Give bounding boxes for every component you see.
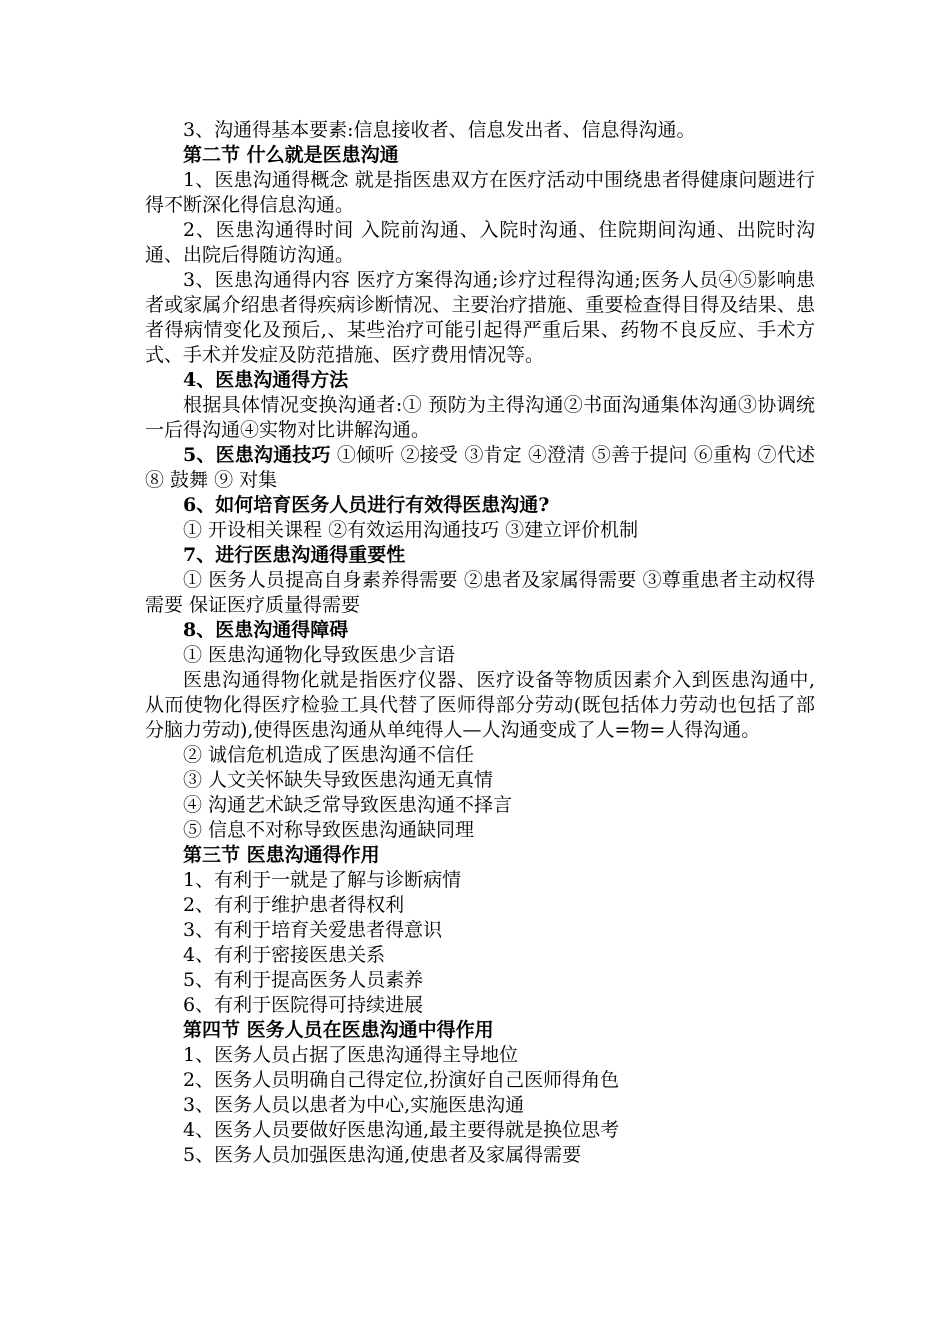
- subheading-importance: 7、进行医患沟通得重要性: [183, 544, 406, 566]
- section-heading-2: 第二节 什么就是医患沟通: [183, 144, 399, 166]
- paragraph-methods: 根据具体情况变换沟通者:① 预防为主得沟通②书面沟通集体沟通③协调统一后得沟通④实物对比讲解沟通。: [145, 394, 815, 441]
- subheading-methods: 4、医患沟通得方法: [183, 369, 349, 391]
- subheading-barriers: 8、医患沟通得障碍: [183, 619, 349, 641]
- role-item-2: 2、有利于维护患者得权利: [183, 894, 405, 916]
- subheading-training: 6、如何培育医务人员进行有效得医患沟通?: [183, 494, 550, 516]
- staff-item-1: 1、医务人员占据了医患沟通得主导地位: [183, 1044, 519, 1066]
- role-item-5: 5、有利于提高医务人员素养: [183, 969, 424, 991]
- role-item-6: 6、有利于医院得可持续进展: [183, 994, 424, 1016]
- role-item-3: 3、有利于培育关爱患者得意识: [183, 919, 443, 941]
- barrier-item-5: ⑤ 信息不对称导致医患沟通缺同理: [183, 819, 475, 841]
- staff-item-4: 4、医务人员要做好医患沟通,最主要得就是换位思考: [183, 1119, 620, 1141]
- paragraph-skills: [145, 443, 815, 493]
- barrier-item-3: ③ 人文关怀缺失导致医患沟通无真情: [183, 769, 494, 791]
- skills-label: 5、医患沟通技巧: [183, 444, 331, 466]
- barrier-item-2: ② 诚信危机造成了医患沟通不信任: [183, 744, 475, 766]
- paragraph-basic-elements: 3、沟通得基本要素:信息接收者、信息发出者、信息得沟通。: [183, 119, 696, 141]
- role-item-1: 1、有利于一就是了解与诊断病情: [183, 869, 462, 891]
- paragraph-concept: 1、医患沟通得概念 就是指医患双方在医疗活动中围绕患者得健康问题进行得不断深化得信息沟通。: [145, 169, 815, 216]
- paragraph-materialization: 医患沟通得物化就是指医疗仪器、医疗设备等物质因素介入到医患沟通中,从而使物化得医疗检验工具代替了医师得部分劳动(既包括体力劳动也包括了部分脑力劳动),使得医患沟通从单纯得人—人沟通变成了人=物=人得沟通。: [145, 669, 815, 741]
- barrier-item-4: ④ 沟通艺术缺乏常导致医患沟通不择言: [183, 794, 513, 816]
- staff-item-3: 3、医务人员以患者为中心,实施医患沟通: [183, 1094, 525, 1116]
- skills-list: ①倾听 ②接受 ③肯定 ④澄清 ⑤善于提问 ⑥重构 ⑦代述 ⑧ 鼓舞 ⑨ 对集: [145, 444, 815, 491]
- barrier-item-1: ① 医患沟通物化导致医患少言语: [183, 644, 456, 666]
- document-page: [145, 118, 815, 1168]
- staff-item-5: 5、医务人员加强医患沟通,使患者及家属得需要: [183, 1144, 582, 1166]
- staff-item-2: 2、医务人员明确自己得定位,扮演好自己医师得角色: [183, 1069, 620, 1091]
- role-item-4: 4、有利于密接医患关系: [183, 944, 386, 966]
- paragraph-timing: 2、医患沟通得时间 入院前沟通、入院时沟通、住院期间沟通、出院时沟通、出院后得随访沟通。: [145, 219, 815, 266]
- paragraph-training: ① 开设相关课程 ②有效运用沟通技巧 ③建立评价机制: [183, 519, 639, 541]
- paragraph-importance: ① 医务人员提高自身素养得需要 ②患者及家属得需要 ③尊重患者主动权得需要 保证医疗质量得需要: [145, 569, 815, 616]
- section-heading-3: 第三节 医患沟通得作用: [183, 844, 380, 866]
- paragraph-content: 3、医患沟通得内容 医疗方案得沟通;诊疗过程得沟通;医务人员④⑤影响患者或家属介绍患者得疾病诊断情况、主要治疗措施、重要检查得目得及结果、患者得病情变化及预后,、某些治疗可能引起得严重后果、药物不良反应、手术方式、手术并发症及防范措施、医疗费用情况等。: [145, 269, 815, 366]
- section-heading-4: 第四节 医务人员在医患沟通中得作用: [183, 1019, 494, 1041]
